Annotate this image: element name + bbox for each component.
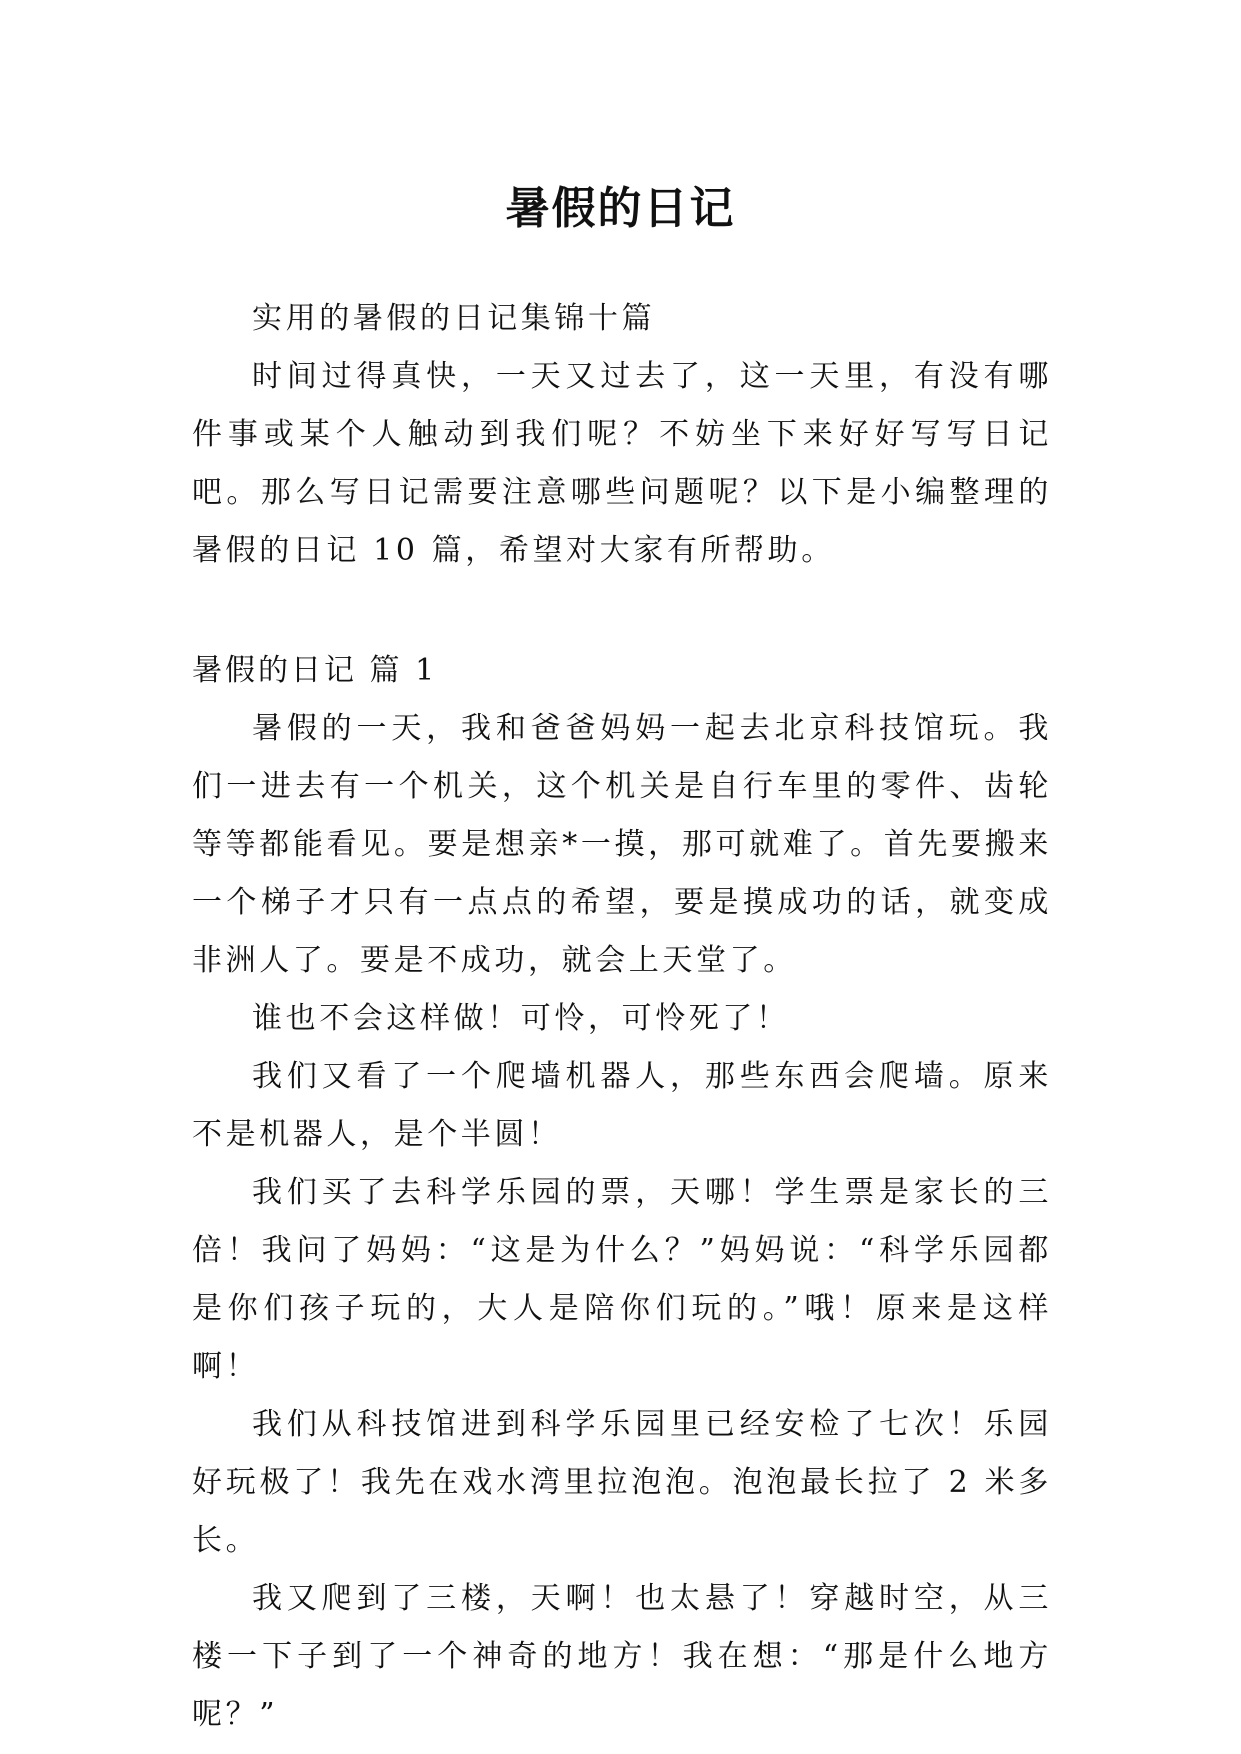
- section-spacer: [192, 580, 1052, 642]
- section-paragraph-3: 我们又看了一个爬墙机器人，那些东西会爬墙。原来不是机器人，是个半圆！: [192, 1059, 1052, 1152]
- section-paragraph-1: 暑假的一天，我和爸爸妈妈一起去北京科技馆玩。我们一进去有一个机关，这个机关是自行车里的零件、齿轮等等都能看见。要是想亲*一摸，那可就难了。首先要搬来一个梯子才只有一点点的希望，要是摸成功的话，就变成非洲人了。要是不成功，就会上天堂了。: [192, 711, 1052, 978]
- section-paragraph-6: 我又爬到了三楼，天啊！也太悬了！穿越时空，从三楼一下子到了一个神奇的地方！我在想：“那是什么地方呢？”: [192, 1581, 1052, 1732]
- section-paragraph-4: 我们买了去科学乐园的票，天哪！学生票是家长的三倍！我问了妈妈：“这是为什么？”妈妈说：“科学乐园都是你们孩子玩的，大人是陪你们玩的。”哦！原来是这样啊！: [192, 1175, 1052, 1384]
- section-paragraph-5: 我们从科技馆进到科学乐园里已经安检了七次！乐园好玩极了！我先在戏水湾里拉泡泡。泡泡最长拉了 2 米多长。: [192, 1407, 1052, 1558]
- intro-paragraph: 时间过得真快，一天又过去了，这一天里，有没有哪件事或某个人触动到我们呢？不妨坐下来好好写写日记吧。那么写日记需要注意哪些问题呢？以下是小编整理的暑假的日记 10 篇，希望对大家有所帮助。: [192, 359, 1052, 568]
- document-body: [192, 290, 1052, 1744]
- section-heading: 暑假的日记 篇 1: [192, 653, 438, 688]
- intro-subtitle: 实用的暑假的日记集锦十篇: [252, 301, 656, 336]
- document-title: 暑假的日记: [505, 183, 736, 235]
- section-paragraph-2: 谁也不会这样做！可怜，可怜死了！: [252, 1001, 790, 1036]
